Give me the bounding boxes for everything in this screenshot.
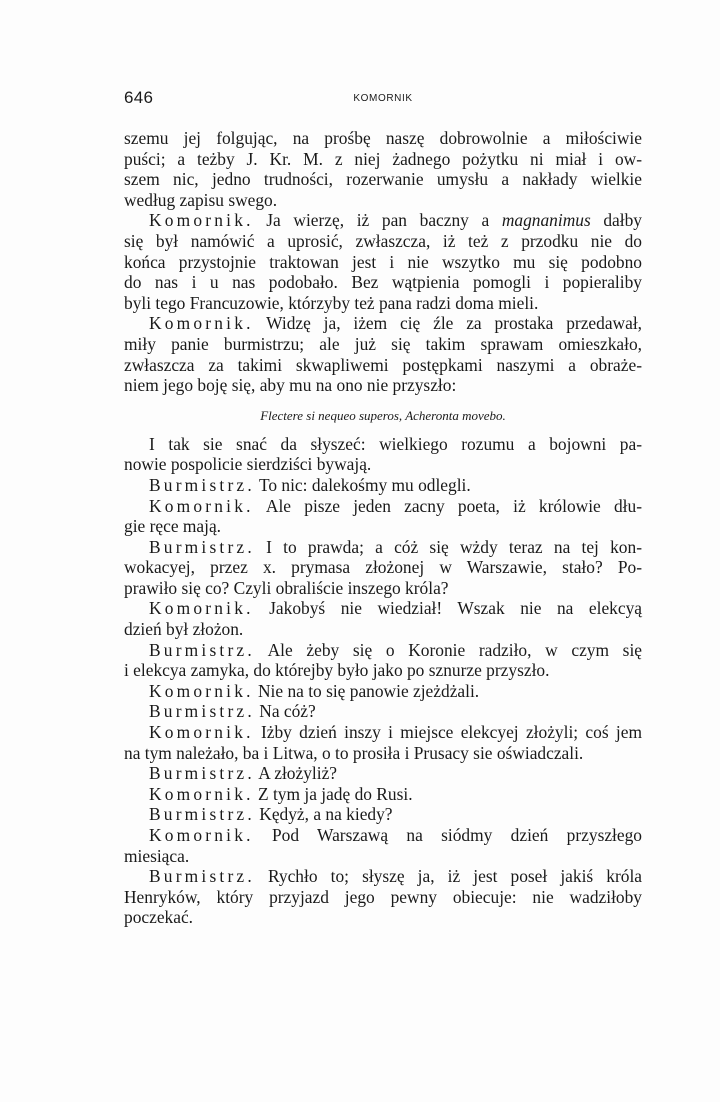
dialogue-line bbox=[124, 825, 642, 866]
speech-text: Na cóż? bbox=[254, 701, 316, 722]
text-line: I tak sie snać da słyszeć: wielkiego rozumu a bojowni pa- bbox=[149, 433, 642, 454]
text-line: prawiło się co? Czyli obraliście inszego króla? bbox=[124, 577, 449, 598]
body-text bbox=[124, 128, 642, 928]
speaker-name: Burmistrz. bbox=[149, 804, 255, 825]
speech-text: Iżby dzień inszy i miejsce elekcyej złożyli; coś jem bbox=[253, 722, 642, 743]
dialogue-line bbox=[124, 496, 642, 537]
dialogue-line bbox=[124, 681, 642, 702]
dialogue-line bbox=[124, 598, 642, 639]
text-line: się był namówić a uprosić, zwłaszcza, iż też z przodku nie do bbox=[124, 230, 642, 251]
text-line bbox=[124, 313, 642, 334]
text-line: Henryków, który przyjazd jego pewny obiecuje: nie wadziłoby bbox=[124, 886, 642, 907]
text-line: szem nic, jedno trudności, rozerwanie umysłu a nakłady wielkie bbox=[124, 169, 642, 190]
speech-text: A złożyliż? bbox=[254, 763, 338, 784]
dialogue-line bbox=[124, 475, 642, 496]
speaker-name: Burmistrz. bbox=[149, 701, 255, 722]
speech-text: Jakobyś nie wiedział! Wszak nie na elekcyą bbox=[253, 598, 642, 619]
text-line bbox=[124, 537, 642, 558]
speech-text: Pod Warszawą na siódmy dzień przyszłego bbox=[253, 825, 642, 845]
dialogue-line bbox=[124, 763, 642, 784]
speaker-name: Komornik. bbox=[149, 680, 254, 701]
speaker-name: Komornik. bbox=[149, 783, 254, 804]
speech-text: Ale żeby się o Koronie radziło, w czym się bbox=[254, 639, 642, 660]
speech-text: Nie na to się panowie zjeżdżali. bbox=[253, 680, 480, 701]
text-line bbox=[124, 681, 642, 702]
speech-text: Widzę ja, iżem cię źle za prostaka przedawał, bbox=[253, 313, 642, 334]
text-line bbox=[124, 825, 642, 846]
text-line bbox=[124, 763, 642, 784]
speaker-name: Burmistrz. bbox=[149, 536, 255, 557]
speaker-name: Komornik. bbox=[149, 598, 254, 619]
dialogue-line bbox=[124, 804, 642, 825]
text-line: szemu jej folgując, na prośbę naszę dobrowolnie a miłościwie bbox=[124, 128, 642, 148]
text-line: byli tego Francuzowie, którzyby też pana radzi doma mieli. bbox=[124, 292, 539, 313]
dialogue-line bbox=[124, 701, 642, 722]
paragraph bbox=[124, 434, 642, 475]
speaker-name: Komornik. bbox=[149, 495, 254, 516]
text-line bbox=[124, 784, 642, 805]
text-line bbox=[124, 701, 642, 722]
speech-text: Ja wierzę, iż pan baczny a bbox=[253, 210, 502, 231]
speaker-name: Komornik. bbox=[149, 825, 254, 845]
text-line bbox=[124, 475, 642, 496]
speech-text: Z tym ja jadę do Rusi. bbox=[253, 783, 413, 804]
text-line bbox=[124, 496, 642, 517]
text-line: gie ręce mają. bbox=[124, 516, 222, 537]
speech-paragraph bbox=[124, 210, 642, 313]
speech-text: I to prawda; a cóż się wżdy teraz na tej kon- bbox=[254, 536, 642, 557]
speech-paragraph bbox=[124, 313, 642, 395]
speech-text: Ale pisze jeden zacny poeta, iż królowie dłu- bbox=[253, 495, 642, 516]
dialogue-line bbox=[124, 722, 642, 763]
text-line: poczekać. bbox=[124, 907, 194, 928]
text-line bbox=[124, 598, 642, 619]
text-line: niem jego boję się, aby mu na ono nie przyszło: bbox=[124, 375, 457, 396]
text-line: puści; a teżby J. Kr. M. z niej żadnego pożytku ni miał i ow- bbox=[124, 148, 642, 169]
paragraph bbox=[124, 128, 642, 210]
latin-quote: Flectere si nequeo superos, Acheronta movebo. bbox=[260, 407, 506, 423]
text-line: zwłaszcza za takimi skwapliwemi postępkami naszymi a obraże- bbox=[124, 354, 642, 375]
text-line: miesiąca. bbox=[124, 845, 190, 866]
speech-text: To nic: dalekośmy mu odlegli. bbox=[254, 474, 471, 495]
dialogue-line bbox=[124, 866, 642, 928]
text-line: na tym należało, ba i Litwa, o to prosiła i Prusacy sie oświadczali. bbox=[124, 742, 584, 763]
page-number: 646 bbox=[124, 88, 154, 107]
text-line bbox=[124, 866, 642, 887]
speaker-name: Burmistrz. bbox=[149, 639, 255, 660]
speech-text: Rychło to; słyszę ja, iż jest poseł jakiś króla bbox=[254, 866, 642, 887]
speaker-name: Burmistrz. bbox=[149, 866, 255, 887]
italic-term: magnanimus bbox=[501, 210, 591, 231]
running-head: KOMORNIK bbox=[353, 93, 413, 104]
text-line: według zapisu swego. bbox=[124, 189, 278, 210]
speech-text: Kędyż, a na kiedy? bbox=[254, 804, 393, 825]
speech-text: dałby bbox=[590, 210, 642, 231]
dialogue-line bbox=[124, 784, 642, 805]
text-line: końca przystojnie traktowan jest i nie wszytko mu się podobno bbox=[124, 251, 642, 272]
text-line: wokacyej, przez x. prymasa złożonej w Warszawie, stało? Po- bbox=[124, 557, 642, 578]
text-line: do nas i u nas podobało. Bez wątpienia pomogli i popieraliby bbox=[124, 272, 642, 293]
speaker-name: Komornik. bbox=[149, 722, 254, 743]
text-line bbox=[124, 804, 642, 825]
text-line bbox=[124, 210, 642, 231]
speaker-name: Burmistrz. bbox=[149, 474, 255, 495]
speaker-name: Komornik. bbox=[149, 210, 254, 231]
page-header bbox=[124, 88, 642, 112]
text-line: i elekcya zamyka, do którejby było jako po sznurze przyszło. bbox=[124, 660, 550, 681]
dialogue-line bbox=[124, 640, 642, 681]
speaker-name: Komornik. bbox=[149, 313, 254, 334]
dialogue-line bbox=[124, 537, 642, 599]
text-line bbox=[124, 640, 642, 661]
text-line: dzień był złożon. bbox=[124, 619, 244, 640]
speaker-name: Burmistrz. bbox=[149, 763, 255, 784]
text-line: miły panie burmistrzu; ale już się takim sprawam omieszkało, bbox=[124, 333, 642, 354]
text-line: nowie pospolicie sierdziści bywają. bbox=[124, 454, 372, 475]
text-line bbox=[124, 722, 642, 743]
